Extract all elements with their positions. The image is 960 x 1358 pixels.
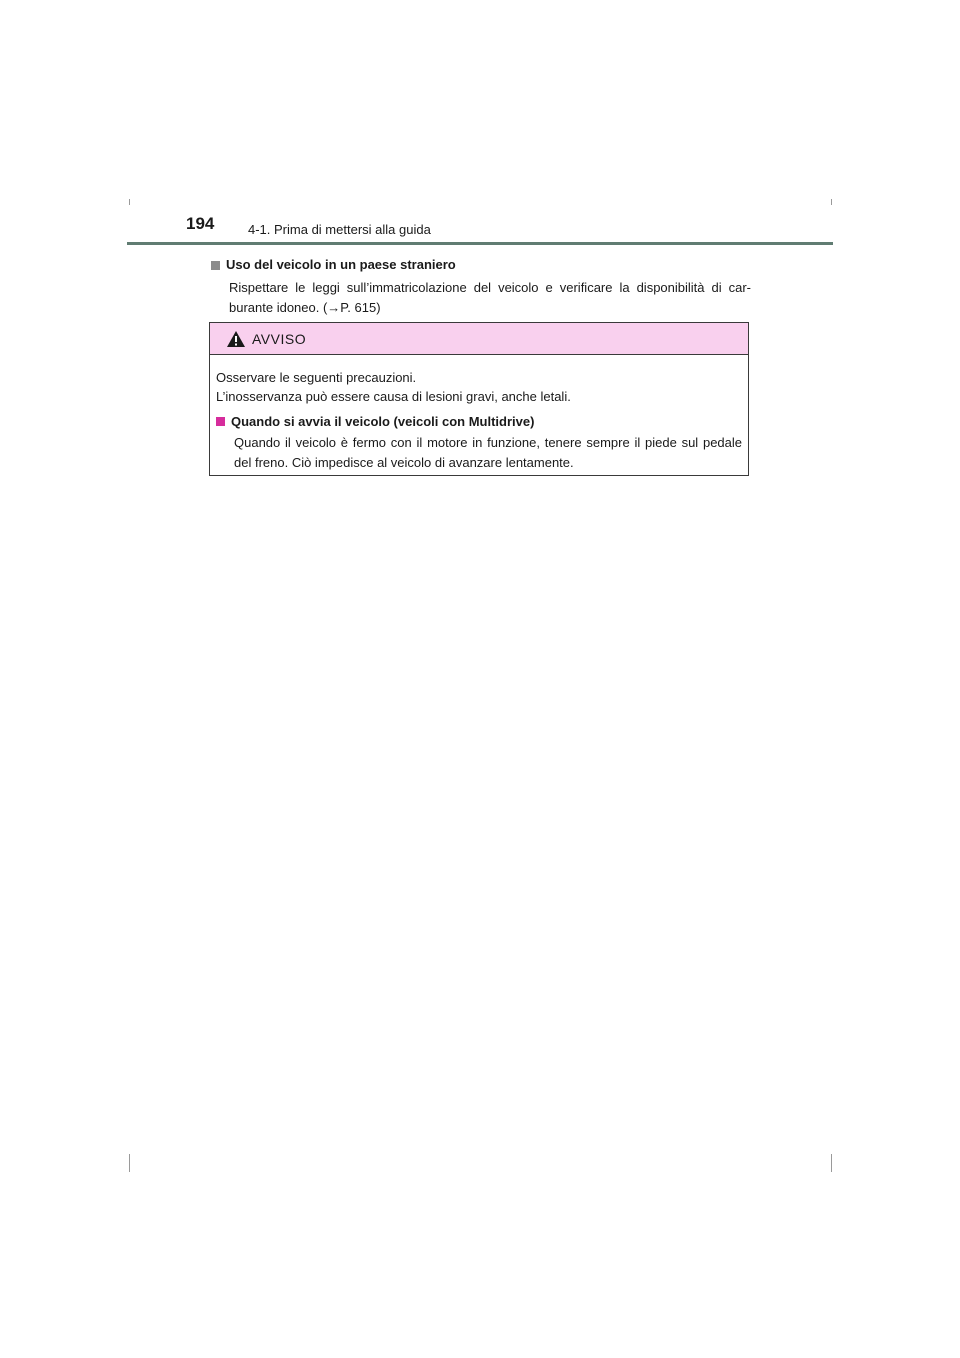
warning-triangle-icon	[226, 330, 246, 348]
note-heading	[211, 256, 751, 274]
warning-text: Quando il veicolo è fermo con il motore in funzione, tenere sempre il piede sul pedale del freno. Ciò impedisce al veicolo di avanzare lentamente.	[234, 435, 742, 470]
warning-title: AVVISO	[252, 330, 307, 347]
crop-mark-bottom-right	[831, 1154, 832, 1172]
note-section	[211, 256, 751, 318]
note-heading-text: Uso del veicolo in un paese straniero	[226, 257, 456, 272]
warning-heading-text: Quando si avvia il veicolo (veicoli con Multidrive)	[231, 414, 535, 429]
page-number: 194	[186, 214, 215, 233]
warning-header	[210, 323, 748, 355]
square-bullet-icon	[211, 261, 220, 270]
section-title: 4-1. Prima di mettersi alla guida	[248, 222, 431, 237]
note-body: Rispettare le leggi sull’immatricolazione del veicolo e verificare la disponibilità di car-burante idoneo. (→P. 615)	[229, 280, 751, 315]
crop-mark-bottom-left	[129, 1154, 130, 1172]
square-bullet-icon	[216, 417, 225, 426]
header-rule	[127, 242, 833, 245]
warning-box	[209, 322, 749, 476]
warning-heading	[216, 412, 742, 431]
warning-intro-line-1: Osservare le seguenti precauzioni.	[216, 370, 417, 385]
warning-body	[210, 355, 748, 473]
warning-intro-line-2: L’inosservanza può essere causa di lesioni gravi, anche letali.	[216, 389, 571, 404]
crop-mark-top-right	[831, 199, 832, 205]
crop-mark-top-left	[129, 199, 130, 205]
